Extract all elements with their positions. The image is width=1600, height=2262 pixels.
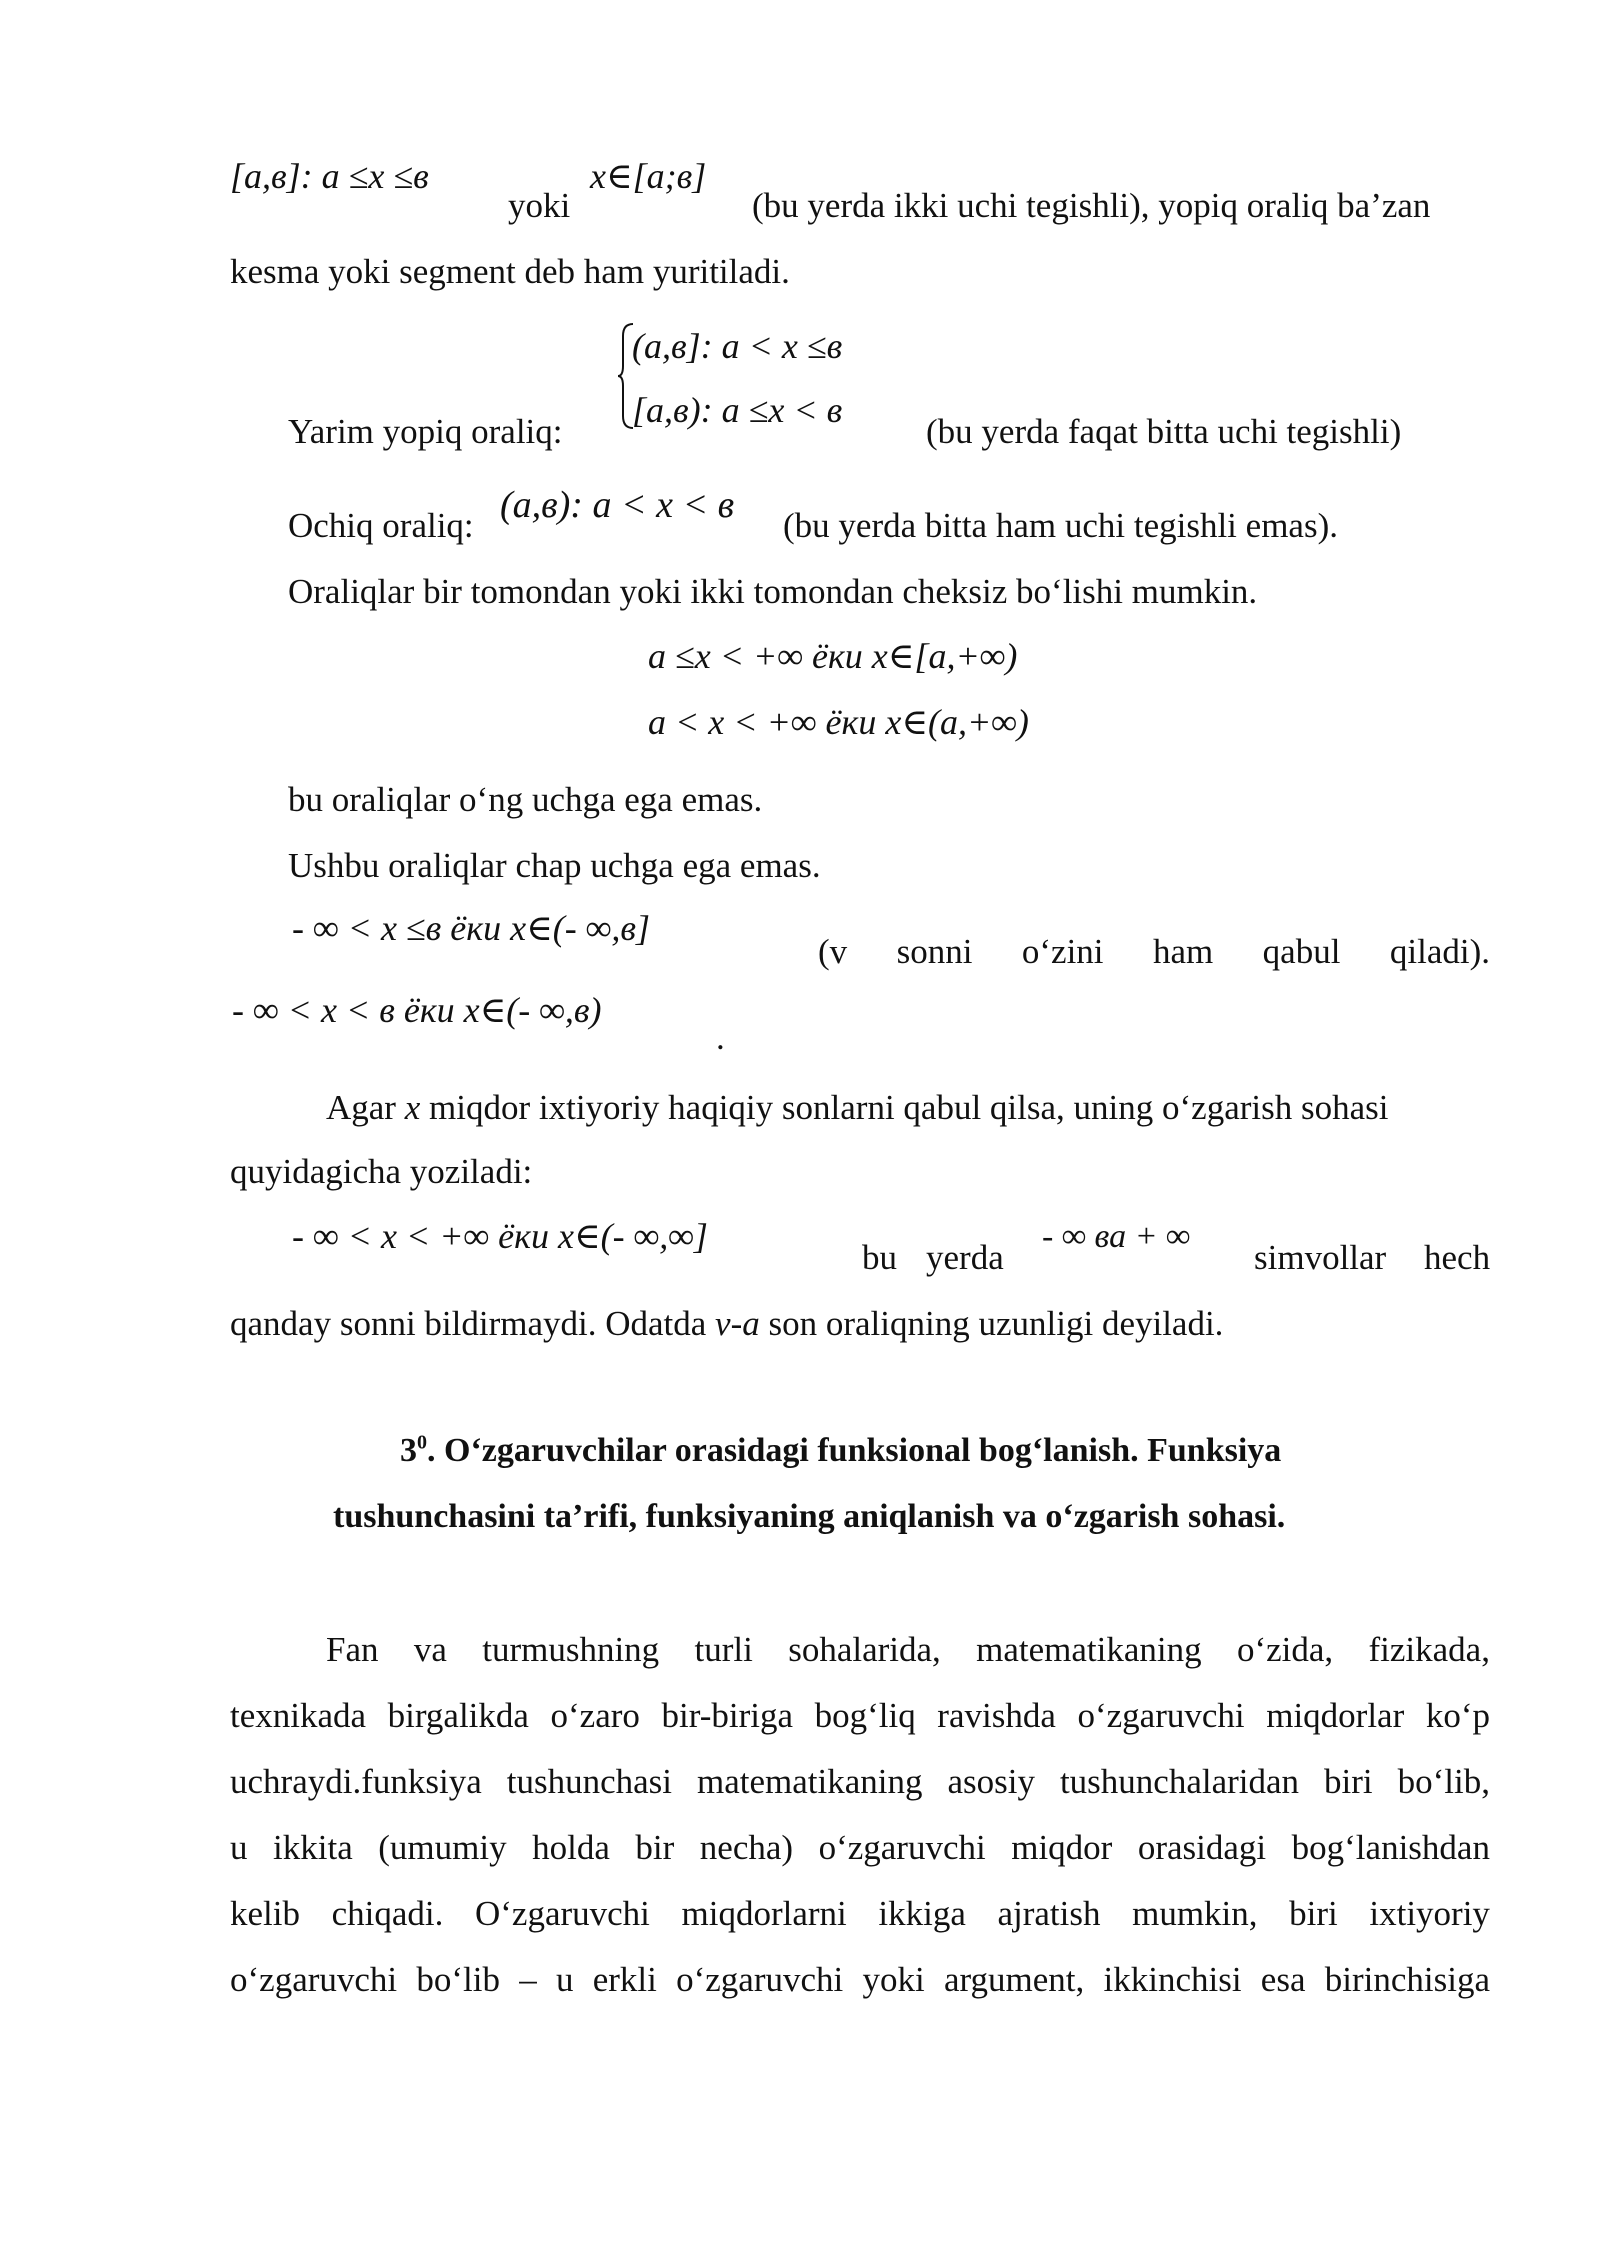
infinite-right-text-2: Ushbu oraliqlar chap uchga ega emas. bbox=[288, 846, 821, 885]
note-word: (v bbox=[818, 932, 848, 971]
note-word: ham bbox=[1152, 932, 1214, 971]
real-line-simvollar: simvollar bbox=[1254, 1238, 1387, 1277]
note-word: qabul bbox=[1262, 932, 1341, 971]
open-math: (a,в): a < x < в bbox=[500, 484, 735, 526]
paragraph-line-6: o‘zgaruvchi bo‘lib – u erkli o‘zgaruvchi yoki argument, ikkinchisi esa birinchisiga bbox=[230, 1960, 1490, 1999]
real-line-math-1: - ∞ < x < +∞ ёки x∈(- ∞,∞] bbox=[292, 1216, 708, 1256]
half-open-note: (bu yerda faqat bitta uchi tegishli) bbox=[926, 412, 1402, 451]
real-line-text-2: quyidagicha yoziladi: bbox=[230, 1152, 533, 1191]
open-note: (bu yerda bitta ham uchi tegishli emas). bbox=[783, 506, 1338, 545]
infinite-left-math-2: - ∞ < x < в ёки x∈(- ∞,в) bbox=[232, 990, 602, 1030]
paragraph-line-1: Fan va turmushning turli sohalarida, matematikaning o‘zida, fizikada, bbox=[326, 1630, 1490, 1669]
real-line-text-3: qanday sonni bildirmaydi. Odatda v-a son oraliqning uzunligi deyiladi. bbox=[230, 1304, 1224, 1343]
section-heading-line-1: $3^0$. O‘zgaruvchilar orasidagi funksional bog‘lanish. Funksiya bbox=[400, 1431, 1282, 1469]
note-word: o‘zini bbox=[1021, 932, 1104, 971]
closed-interval-yoki: yoki bbox=[508, 186, 571, 225]
real-line-math-2: - ∞ ва + ∞ bbox=[1042, 1218, 1191, 1255]
infinite-left-math-1: - ∞ < x ≤в ёки x∈(- ∞,в] bbox=[292, 908, 651, 948]
infinite-right-math-1: a ≤x < +∞ ёки x∈[a,+∞) bbox=[648, 636, 1018, 676]
section-heading-line-2: tushunchasini ta’rifi, funksiyaning aniqlanish va o‘zgarish sohasi. bbox=[333, 1498, 1286, 1535]
real-line-bu: bu bbox=[862, 1238, 897, 1277]
infinite-left-dot: . bbox=[716, 1018, 725, 1057]
closed-interval-text-cont: kesma yoki segment deb ham yuritiladi. bbox=[230, 252, 790, 291]
paragraph-line-4: u ikkita (umumiy holda bir necha) o‘zgaruvchi miqdor orasidagi bog‘lanishdan bbox=[230, 1828, 1490, 1867]
closed-interval-math: [a,в]: a ≤x ≤в bbox=[230, 156, 429, 196]
real-line-text-1: Agar x miqdor ixtiyoriy haqiqiy sonlarni qabul qilsa, uning o‘zgarish sohasi bbox=[326, 1088, 1389, 1127]
closed-interval-text: (bu yerda ikki uchi tegishli), yopiq oraliq ba’zan bbox=[752, 186, 1431, 225]
half-open-label: Yarim yopiq oraliq: bbox=[288, 412, 563, 451]
half-open-math-2: [a,в): a ≤x < в bbox=[632, 390, 843, 430]
infinite-right-text-1: bu oraliqlar o‘ng uchga ega emas. bbox=[288, 780, 763, 819]
infinite-right-math-2: a < x < +∞ ёки x∈(a,+∞) bbox=[648, 702, 1029, 742]
closed-interval-math-set: x∈[a;в] bbox=[590, 156, 707, 196]
note-word: qiladi). bbox=[1389, 932, 1490, 971]
real-line-hech: hech bbox=[1424, 1238, 1491, 1277]
note-word: sonni bbox=[896, 932, 973, 971]
paragraph-line-3: uchraydi.funksiya tushunchasi matematikaning asosiy tushunchalaridan biri bo‘lib, bbox=[230, 1762, 1490, 1801]
real-line-yerda: yerda bbox=[926, 1238, 1004, 1277]
infinite-intro: Oraliqlar bir tomondan yoki ikki tomondan cheksiz bo‘lishi mumkin. bbox=[288, 572, 1258, 611]
open-label: Ochiq oraliq: bbox=[288, 506, 474, 545]
paragraph-line-2: texnikada birgalikda o‘zaro bir-biriga bog‘liq ravishda o‘zgaruvchi miqdorlar ko‘p bbox=[230, 1696, 1490, 1735]
infinite-left-note bbox=[818, 934, 1490, 969]
paragraph-line-5: kelib chiqadi. O‘zgaruvchi miqdorlarni ikkiga ajratish mumkin, biri ixtiyoriy bbox=[230, 1894, 1490, 1933]
half-open-math-1: (a,в]: a < x ≤в bbox=[632, 326, 843, 366]
